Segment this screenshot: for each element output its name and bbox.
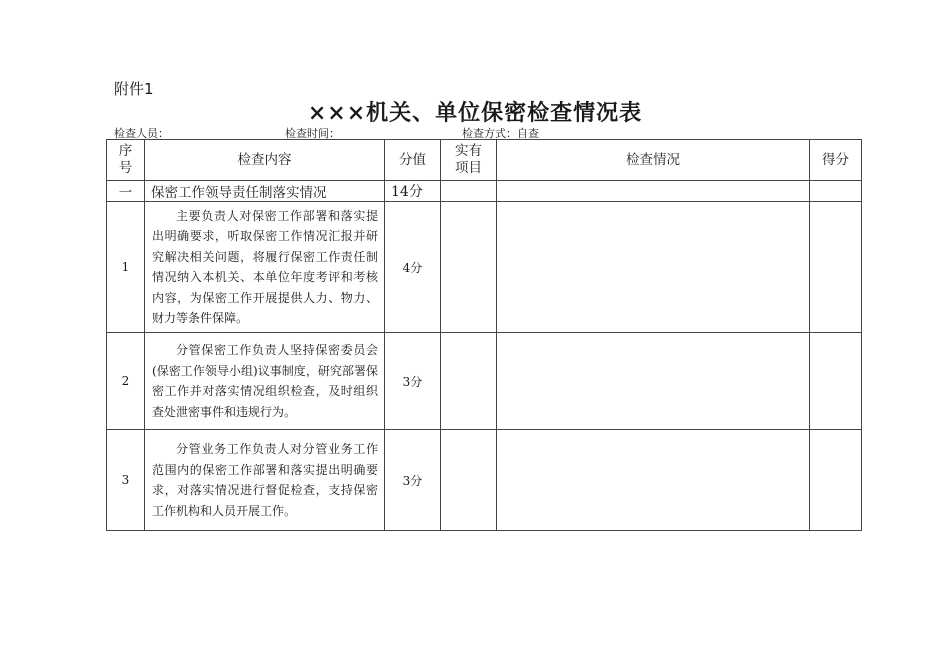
row-actual-cell (441, 202, 497, 333)
row-situation-cell (497, 333, 810, 430)
section-points: 14分 (385, 181, 441, 202)
section-row (107, 181, 862, 202)
inspector-field: 检查人员： (114, 127, 169, 140)
row-score-cell (810, 430, 862, 531)
table-row (107, 202, 862, 333)
header-situation: 检查情况 (497, 140, 810, 181)
section-situation-cell (497, 181, 810, 202)
row-situation-cell (497, 430, 810, 531)
header-points: 分值 (385, 140, 441, 181)
row-number: 1 (107, 202, 145, 333)
header-seq-line1: 序 (118, 143, 133, 159)
table-row (107, 430, 862, 531)
inspection-method-field: 检查方式：自查 (462, 127, 539, 140)
row-content-text: 分管保密工作负责人坚持保密委员会(保密工作领导小组)议事制度，研究部署保密工作并对落实情况组织检查，及时组织查处泄密事件和违规行为。 (152, 343, 378, 419)
table-header-row (107, 140, 862, 181)
row-number: 3 (107, 430, 145, 531)
row-points: 4分 (385, 202, 441, 333)
row-situation-cell (497, 202, 810, 333)
row-content (145, 430, 385, 531)
header-actual-line2: 项目 (455, 160, 482, 176)
page-title: ×××机关、单位保密检查情况表 (307, 100, 643, 126)
section-actual-cell (441, 181, 497, 202)
table-row (107, 333, 862, 430)
header-content: 检查内容 (145, 140, 385, 181)
header-score: 得分 (810, 140, 862, 181)
row-actual-cell (441, 430, 497, 531)
row-points: 3分 (385, 333, 441, 430)
row-content (145, 333, 385, 430)
row-points: 3分 (385, 430, 441, 531)
header-actual-items (441, 140, 497, 181)
row-score-cell (810, 333, 862, 430)
row-number: 2 (107, 333, 145, 430)
row-content-text: 主要负责人对保密工作部署和落实提出明确要求，听取保密工作情况汇报并研究解决相关问题，将履行保密工作责任制情况纳入本机关、本单位年度考评和考核内容，为保密工作开展提供人力、物力、财力等条件保障。 (152, 208, 378, 325)
inspection-table (106, 139, 862, 531)
section-name: 保密工作领导责任制落实情况 (145, 181, 385, 202)
row-content (145, 202, 385, 333)
row-actual-cell (441, 333, 497, 430)
row-score-cell (810, 202, 862, 333)
row-content-text: 分管业务工作负责人对分管业务工作范围内的保密工作部署和落实提出明确要求，对落实情况进行督促检查，支持保密工作机构和人员开展工作。 (152, 442, 378, 518)
header-seq-line2: 号 (118, 160, 133, 176)
attachment-label: 附件1 (114, 80, 154, 98)
inspection-time-field: 检查时间： (285, 127, 340, 140)
header-actual-line1: 实有 (455, 143, 482, 159)
section-score-cell (810, 181, 862, 202)
section-number: 一 (107, 181, 145, 202)
header-seq (107, 140, 145, 181)
